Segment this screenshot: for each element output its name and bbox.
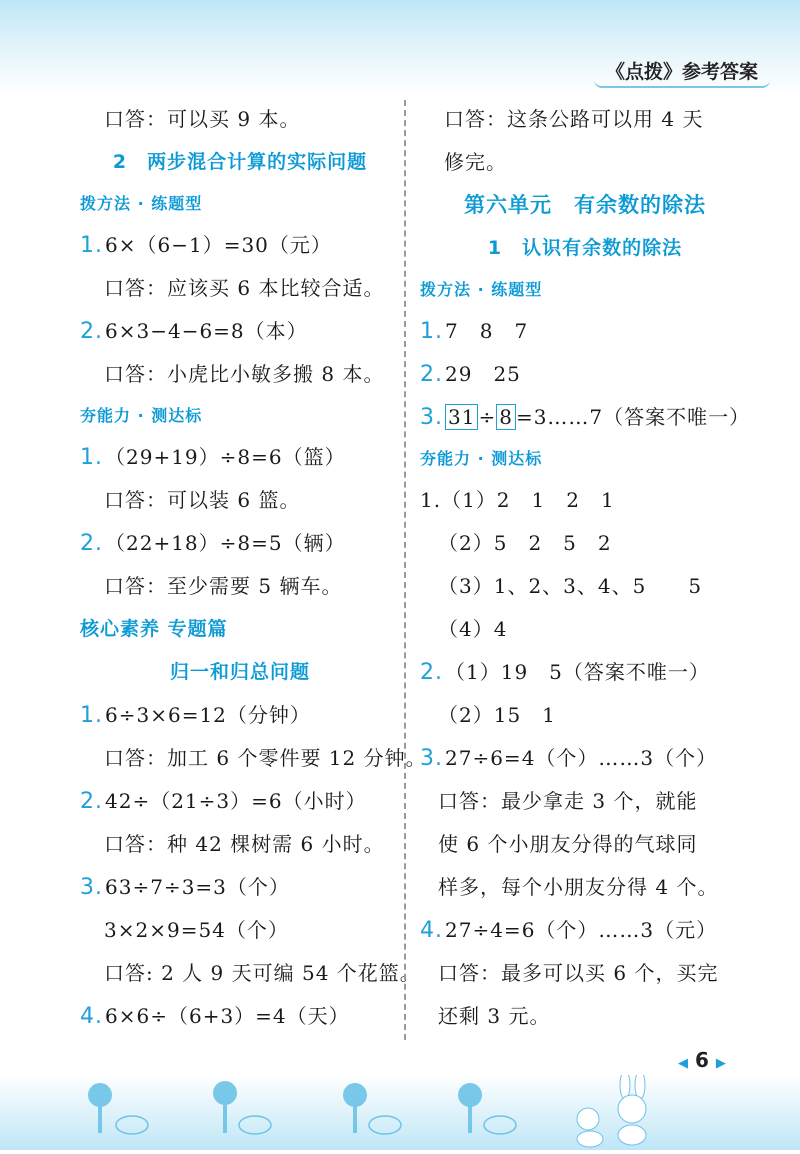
answer-line <box>80 184 400 224</box>
brand-title: 《点拨》参考答案 <box>594 55 770 88</box>
line-text: 6×6÷（6+3）=4（天） <box>105 1004 350 1028</box>
line-text: （1）19 5（答案不唯一） <box>445 660 710 684</box>
answer-line <box>420 310 750 353</box>
answer-line <box>420 141 750 184</box>
item-number: 2. <box>80 319 103 344</box>
boxed-number: 31 <box>445 404 478 430</box>
answer-line <box>80 522 400 565</box>
line-text: 核心素养 专题篇 <box>80 618 228 640</box>
answer-line <box>420 227 750 270</box>
line-text: 口答：最少拿走 3 个，就能 <box>438 789 698 813</box>
answer-line <box>80 396 400 436</box>
line-text: 42÷（21÷3）=6（小时） <box>105 789 367 813</box>
left-column <box>80 98 427 1038</box>
answer-line <box>80 267 400 310</box>
line-text: 6×（6−1）=30（元） <box>105 233 332 257</box>
answer-line <box>80 141 400 184</box>
line-text: 夯能力 · 测达标 <box>80 406 203 425</box>
line-text: 夯能力 · 测达标 <box>420 449 543 468</box>
line-text: 口答：这条公路可以用 4 天 <box>444 107 704 131</box>
answer-line <box>420 270 750 310</box>
line-text: 拨方法 · 练题型 <box>420 280 543 299</box>
item-number: 1. <box>80 445 103 470</box>
answer-line <box>80 866 400 909</box>
line-text: 27÷6=4（个）……3（个） <box>445 746 718 770</box>
line-text: 口答：加工 6 个零件要 12 分钟。 <box>104 746 427 770</box>
line-text: 口答：种 42 棵树需 6 小时。 <box>104 832 385 856</box>
answer-line <box>80 224 400 267</box>
operator: ÷ <box>478 405 497 429</box>
item-number: 4. <box>80 1004 103 1029</box>
column-divider <box>404 100 406 1040</box>
item-number: 2. <box>80 789 103 814</box>
item-number: 3. <box>420 405 443 430</box>
line-text: （3）1、2、3、4、5 5 <box>438 574 703 598</box>
item-number: 1. <box>80 233 103 258</box>
answer-line <box>80 98 400 141</box>
line-text: 修完。 <box>444 150 507 174</box>
answer-line <box>420 737 750 780</box>
line-text: 拨方法 · 练题型 <box>80 194 203 213</box>
answer-line <box>420 479 750 522</box>
item-number: 1. <box>80 703 103 728</box>
answer-line <box>420 98 750 141</box>
line-text: 口答：小虎比小敏多搬 8 本。 <box>104 362 385 386</box>
answer-line <box>80 780 400 823</box>
answer-line <box>420 952 750 995</box>
footer-decoration <box>0 1075 800 1150</box>
item-number: 2. <box>420 660 443 685</box>
line-text: 1.（1）2 1 2 1 <box>420 488 615 512</box>
line-text: 归一和归总问题 <box>169 661 310 683</box>
answer-line <box>80 608 400 651</box>
line-text: 口答: 2 人 9 天可编 54 个花篮。 <box>104 961 421 985</box>
answer-line <box>80 823 400 866</box>
answer-line <box>80 436 400 479</box>
prev-arrow-icon: ◀ <box>678 1056 688 1071</box>
line-text: 29 25 <box>445 362 521 386</box>
line-text: （29+19）÷8=6（篮） <box>105 445 346 469</box>
line-text: 口答：最多可以买 6 个，买完 <box>438 961 719 985</box>
line-text: 还剩 3 元。 <box>438 1004 551 1028</box>
line-text: 3×2×9=54（个） <box>104 918 289 942</box>
line-text: 样多，每个小朋友分得 4 个。 <box>438 875 719 899</box>
answer-line <box>80 565 400 608</box>
item-number: 3. <box>420 746 443 771</box>
answer-line <box>420 651 750 694</box>
item-number: 2. <box>80 531 103 556</box>
line-text: 口答：应该买 6 本比较合适。 <box>104 276 385 300</box>
line-text: 6×3−4−6=8（本） <box>105 319 308 343</box>
answer-line <box>420 608 750 651</box>
tree-decoration-icon <box>0 1075 800 1150</box>
answer-line <box>80 737 427 780</box>
answer-line <box>420 866 750 909</box>
answer-line <box>420 353 750 396</box>
answer-line <box>420 184 750 227</box>
line-text: 使 6 个小朋友分得的气球同 <box>438 832 698 856</box>
line-text: 6÷3×6=12（分钟） <box>105 703 311 727</box>
page-indicator <box>678 1048 726 1072</box>
line-text: 口答：至少需要 5 辆车。 <box>104 574 343 598</box>
answer-line <box>420 522 750 565</box>
right-column <box>420 98 750 1038</box>
answer-line <box>420 694 750 737</box>
answer-line <box>420 823 750 866</box>
answer-line <box>420 439 750 479</box>
line-text: 第六单元 有余数的除法 <box>464 193 706 217</box>
answer-line <box>80 353 400 396</box>
line-text: 口答：可以买 9 本。 <box>104 107 301 131</box>
item-number: 1. <box>420 319 443 344</box>
page-number: 6 <box>694 1048 709 1072</box>
answer-line <box>420 396 750 439</box>
line-text: （2）15 1 <box>438 703 556 727</box>
line-text: （4）4 <box>438 617 508 641</box>
line-text: 27÷4=6（个）……3（元） <box>445 918 718 942</box>
item-number: 4. <box>420 918 443 943</box>
answer-line <box>80 479 400 522</box>
answer-line <box>80 310 400 353</box>
line-text: （22+18）÷8=5（辆） <box>105 531 346 555</box>
answer-line <box>80 952 421 995</box>
line-text: 2 两步混合计算的实际问题 <box>112 151 368 173</box>
item-number: 3. <box>80 875 103 900</box>
line-text: 1 认识有余数的除法 <box>487 237 683 259</box>
line-text: 7 8 7 <box>445 319 529 343</box>
bunny-icon <box>577 1075 646 1147</box>
line-text: 63÷7÷3=3（个） <box>105 875 290 899</box>
boxed-number: 8 <box>496 404 516 430</box>
line-text: 口答：可以装 6 篮。 <box>104 488 301 512</box>
line-text: =3……7（答案不唯一） <box>515 405 751 429</box>
answer-line <box>420 565 750 608</box>
line-text: （2）5 2 5 2 <box>438 531 612 555</box>
answer-line <box>420 995 750 1038</box>
answer-line <box>80 995 400 1038</box>
answer-line <box>80 909 400 952</box>
answer-line <box>420 780 750 823</box>
answer-line <box>80 651 400 694</box>
next-arrow-icon: ▶ <box>715 1056 726 1071</box>
answer-line <box>80 694 400 737</box>
item-number: 2. <box>420 362 443 387</box>
answer-line <box>420 909 750 952</box>
